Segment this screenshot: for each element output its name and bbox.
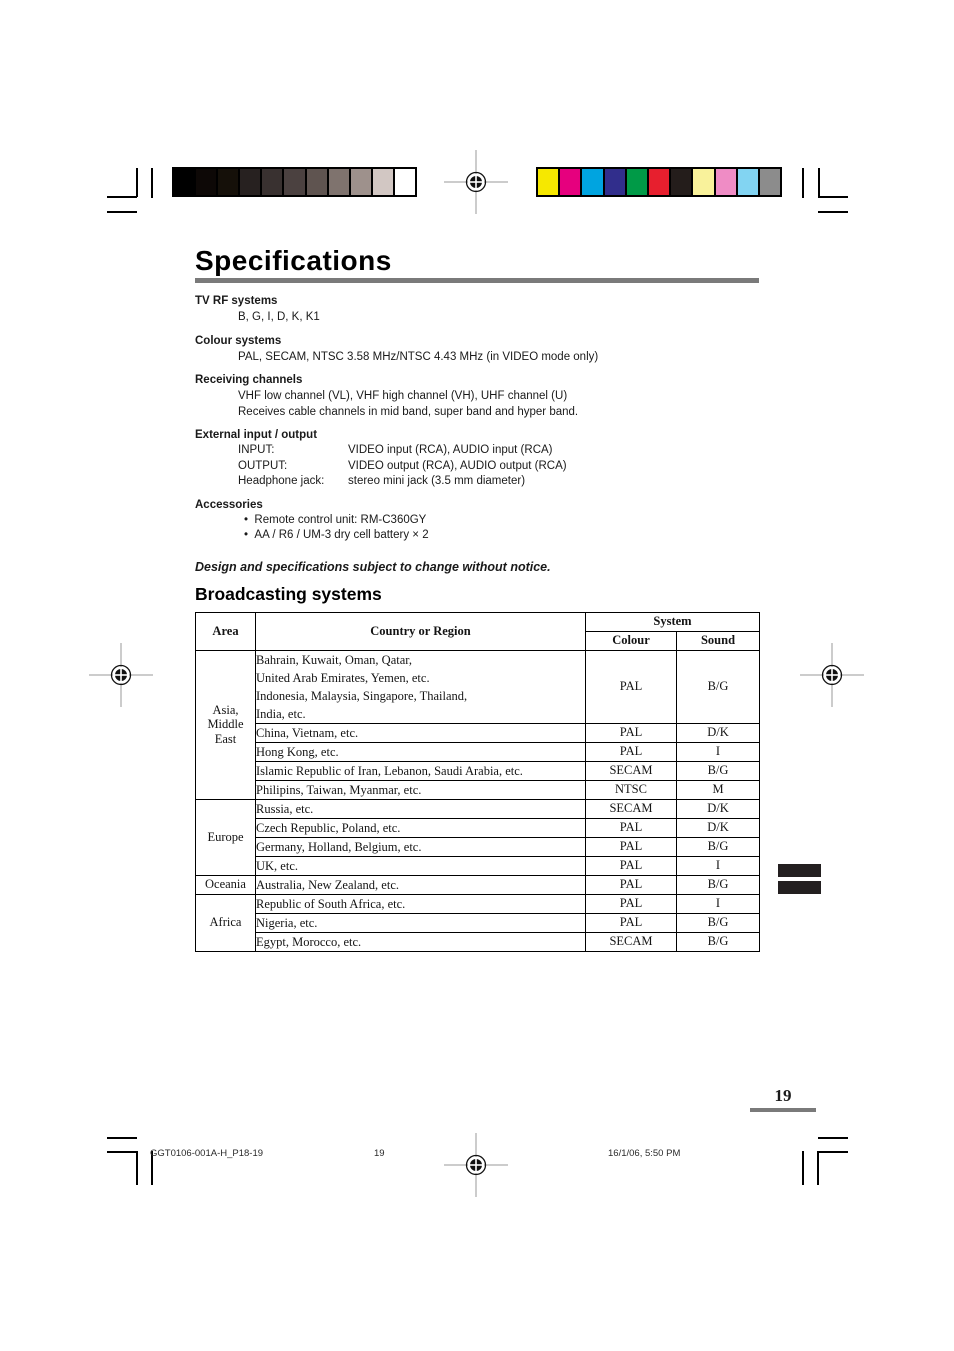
colour-swatch (560, 169, 580, 195)
grayscale-swatch (373, 169, 393, 195)
colour-system-cell: SECAM (586, 761, 677, 780)
spec-value: VHF low channel (VL), VHF high channel (VH), UHF channel (U) (238, 390, 568, 402)
registration-crosshair-icon (444, 150, 508, 214)
country-cell: Russia, etc. (256, 799, 586, 818)
country-cell: Philipins, Taiwan, Myanmar, etc. (256, 780, 586, 799)
section-heading-tv-rf: TV RF systems (195, 295, 278, 307)
sound-system-cell: I (677, 856, 760, 875)
colour-system-cell: PAL (586, 818, 677, 837)
country-cell: Czech Republic, Poland, etc. (256, 818, 586, 837)
io-row (238, 474, 759, 490)
index-tab (778, 864, 821, 877)
section-heading-accessories: Accessories (195, 498, 263, 511)
colour-system-cell: PAL (586, 723, 677, 742)
io-row (238, 443, 759, 459)
country-cell: Bahrain, Kuwait, Oman, Qatar, United Arab Emirates, Yemen, etc. Indonesia, Malaysia, Singapore, Thailand, India, etc. (256, 650, 586, 723)
col-header-sound: Sound (677, 631, 760, 650)
page-title: Specifications (195, 245, 392, 276)
sound-system-cell: B/G (677, 761, 760, 780)
country-cell: Islamic Republic of Iran, Lebanon, Saudi Arabia, etc. (256, 761, 586, 780)
table-row (196, 799, 760, 818)
colour-swatch (738, 169, 758, 195)
spec-value: Receives cable channels in mid band, super band and hyper band. (238, 405, 579, 418)
colour-system-cell: PAL (586, 650, 677, 723)
sound-system-cell: D/K (677, 818, 760, 837)
country-cell: UK, etc. (256, 856, 586, 875)
io-row (238, 459, 759, 475)
colour-swatch (760, 169, 780, 195)
colour-system-cell: PAL (586, 894, 677, 913)
country-cell: China, Vietnam, etc. (256, 723, 586, 742)
grayscale-swatch (196, 169, 216, 195)
io-value: VIDEO output (RCA), AUDIO output (RCA) (348, 459, 567, 472)
colour-swatch (716, 169, 736, 195)
title-rule (195, 278, 759, 283)
colour-system-cell: PAL (586, 913, 677, 932)
country-cell: Germany, Holland, Belgium, etc. (256, 837, 586, 856)
table-row (196, 650, 760, 723)
grayscale-swatch (174, 169, 194, 195)
table-row (196, 761, 760, 780)
colour-system-cell: PAL (586, 742, 677, 761)
grayscale-swatch (284, 169, 304, 195)
colour-calibration-bar (536, 167, 782, 197)
broadcasting-systems-heading: Broadcasting systems (195, 583, 382, 604)
colour-system-cell: PAL (586, 856, 677, 875)
colour-swatch (649, 169, 669, 195)
registration-crosshair-icon (800, 643, 864, 707)
grayscale-swatch (307, 169, 327, 195)
area-cell: Europe (196, 799, 256, 875)
colour-system-cell: NTSC (586, 780, 677, 799)
colour-system-cell: SECAM (586, 932, 677, 951)
sound-system-cell: D/K (677, 799, 760, 818)
grayscale-swatch (395, 169, 415, 195)
country-cell: Republic of South Africa, etc. (256, 894, 586, 913)
change-notice: Design and specifications subject to change without notice. (195, 559, 551, 574)
table-row (196, 837, 760, 856)
io-label: INPUT: (238, 444, 275, 456)
col-header-country: Country or Region (256, 612, 586, 650)
page-content (195, 246, 759, 952)
footer-file-name: GGT0106-001A-H_P18-19 (150, 1148, 264, 1159)
table-row (196, 723, 760, 742)
area-cell: Africa (196, 894, 256, 951)
sound-system-cell: B/G (677, 650, 760, 723)
col-header-area: Area (196, 612, 256, 650)
registration-crosshair-icon (89, 643, 153, 707)
area-cell: Oceania (196, 875, 256, 894)
colour-swatch (693, 169, 713, 195)
page-number-rule (750, 1108, 816, 1112)
io-label: Headphone jack: (238, 475, 325, 487)
colour-system-cell: PAL (586, 837, 677, 856)
colour-swatch (605, 169, 625, 195)
spec-value: B, G, I, D, K, K1 (238, 311, 320, 323)
table-row (196, 875, 760, 894)
grayscale-swatch (262, 169, 282, 195)
grayscale-calibration-bar (172, 167, 417, 197)
page-number: 19 (774, 1086, 792, 1105)
accessory-item: • AA / R6 / UM-3 dry cell battery × 2 (244, 528, 759, 544)
country-cell: Nigeria, etc. (256, 913, 586, 932)
table-row (196, 818, 760, 837)
accessory-item: • Remote control unit: RM-C360GY (244, 513, 759, 529)
section-heading-receiving-channels: Receiving channels (195, 374, 303, 386)
table-row (196, 856, 760, 875)
grayscale-swatch (351, 169, 371, 195)
grayscale-swatch (240, 169, 260, 195)
sound-system-cell: I (677, 742, 760, 761)
table-row (196, 780, 760, 799)
area-cell: Asia, Middle East (196, 650, 256, 799)
colour-swatch (538, 169, 558, 195)
spec-value: PAL, SECAM, NTSC 3.58 MHz/NTSC 4.43 MHz (in VIDEO mode only) (238, 350, 599, 363)
grayscale-swatch (329, 169, 349, 195)
colour-swatch (582, 169, 602, 195)
col-header-system: System (586, 612, 760, 631)
io-value: stereo mini jack (3.5 mm diameter) (348, 475, 526, 487)
section-heading-colour-systems: Colour systems (195, 334, 282, 347)
sound-system-cell: D/K (677, 723, 760, 742)
sound-system-cell: B/G (677, 932, 760, 951)
table-row (196, 932, 760, 951)
footer-page-number: 19 (374, 1148, 385, 1159)
broadcasting-systems-table (195, 612, 760, 952)
colour-system-cell: SECAM (586, 799, 677, 818)
sound-system-cell: B/G (677, 875, 760, 894)
index-tab (778, 881, 821, 894)
country-cell: Australia, New Zealand, etc. (256, 875, 586, 894)
table-row (196, 894, 760, 913)
sound-system-cell: B/G (677, 913, 760, 932)
registration-crosshair-icon (444, 1133, 508, 1197)
footer-timestamp: 16/1/06, 5:50 PM (608, 1148, 681, 1159)
sound-system-cell: B/G (677, 837, 760, 856)
country-cell: Egypt, Morocco, etc. (256, 932, 586, 951)
col-header-colour: Colour (586, 631, 677, 650)
io-value: VIDEO input (RCA), AUDIO input (RCA) (348, 444, 553, 456)
colour-system-cell: PAL (586, 875, 677, 894)
grayscale-swatch (218, 169, 238, 195)
country-cell: Hong Kong, etc. (256, 742, 586, 761)
sound-system-cell: I (677, 894, 760, 913)
table-row (196, 913, 760, 932)
section-heading-external-io: External input / output (195, 429, 318, 441)
sound-system-cell: M (677, 780, 760, 799)
colour-swatch (627, 169, 647, 195)
table-row (196, 742, 760, 761)
colour-swatch (671, 169, 691, 195)
io-label: OUTPUT: (238, 459, 288, 472)
